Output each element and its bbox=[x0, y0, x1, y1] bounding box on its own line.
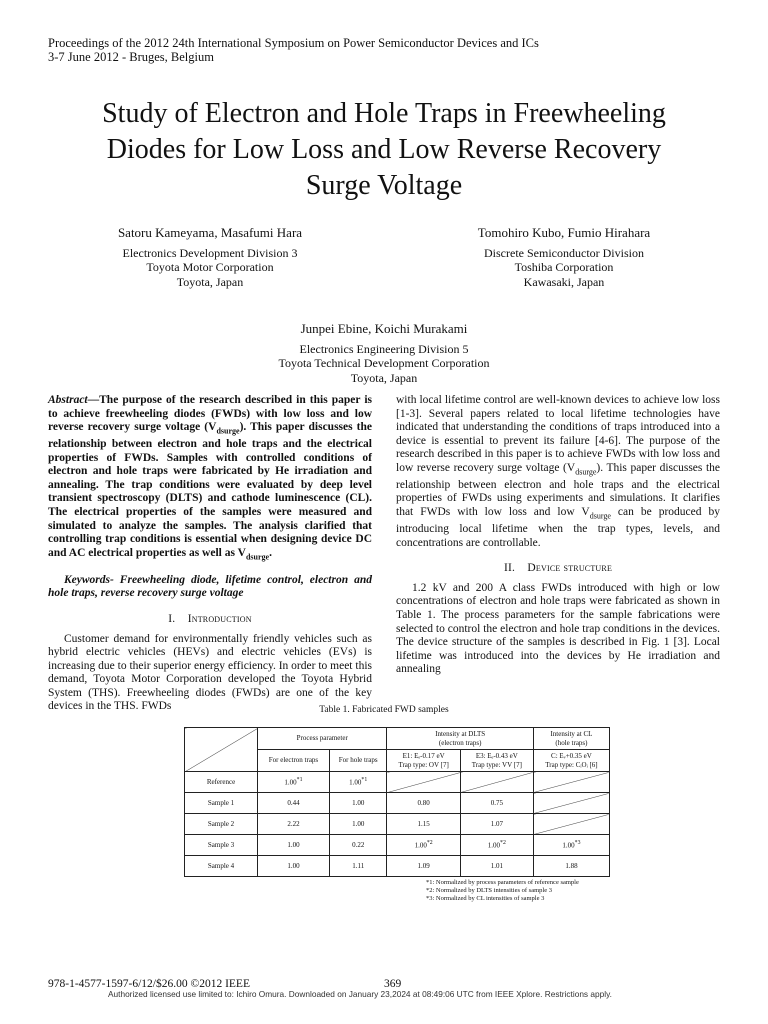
subscript: dsurge bbox=[216, 426, 240, 436]
isbn-copyright: 978-1-4577-1597-6/12/$26.00 ©2012 IEEE bbox=[48, 978, 250, 990]
table-cell bbox=[533, 835, 609, 856]
abstract-label: Abstract bbox=[48, 394, 88, 406]
table-cell: 1.11 bbox=[329, 856, 387, 877]
left-column bbox=[48, 394, 372, 714]
table-group-header bbox=[387, 728, 533, 750]
author-block-2 bbox=[414, 226, 714, 289]
table-cell: 0.22 bbox=[329, 835, 387, 856]
footnote-mark: *1 bbox=[296, 777, 303, 784]
table-cell: 1.00 bbox=[329, 814, 387, 835]
conference-name: Proceedings of the 2012 24th International Symposium on Power Semiconductor Devices and ICs bbox=[48, 36, 539, 50]
table-row bbox=[185, 793, 610, 814]
author-dept: Discrete Semiconductor Division bbox=[484, 245, 644, 260]
column-header bbox=[387, 750, 460, 772]
group-header-line: (hole traps) bbox=[555, 738, 588, 747]
empty-cell bbox=[533, 793, 609, 814]
table-cell: 1.00 bbox=[258, 835, 330, 856]
cell-value: 1.00 bbox=[414, 841, 427, 850]
table-footnotes bbox=[426, 879, 579, 903]
table-footnote: *2: Normalized by DLTS intensities of sample 3 bbox=[426, 887, 552, 894]
abstract bbox=[48, 394, 372, 564]
section-number: I. bbox=[168, 612, 176, 625]
conference-date-place: 3-7 June 2012 - Bruges, Belgium bbox=[48, 50, 214, 64]
table-cell bbox=[258, 772, 330, 793]
table-row bbox=[185, 856, 610, 877]
intro-paragraph: Customer demand for environmentally friendly vehicles such as hybrid electric vehicles (HEVs) and electric vehicles (EVs) is increasing due to their superior energy efficiency. In order to meet this demand, Toyota Motor Corporation developed the Toyota Hybrid System (THS). Freewheeling diodes (FWDs) are one of the key devices in the THS. FWDs bbox=[48, 632, 372, 713]
subscript: dsurge bbox=[589, 511, 611, 521]
author-names: Junpei Ebine, Koichi Murakami bbox=[300, 321, 468, 336]
section-heading-introduction bbox=[48, 613, 372, 627]
column-header: For hole traps bbox=[329, 750, 387, 772]
row-label: Sample 4 bbox=[185, 856, 258, 877]
table-cell: 1.00 bbox=[329, 793, 387, 814]
author-block-3 bbox=[184, 322, 584, 385]
author-org: Toyota Technical Development Corporation bbox=[278, 356, 490, 370]
page-number: 369 bbox=[384, 978, 402, 990]
row-label: Sample 2 bbox=[185, 814, 258, 835]
table-row bbox=[185, 835, 610, 856]
table-cell bbox=[387, 835, 460, 856]
group-header-line: Intensity at CL bbox=[550, 729, 593, 738]
author-location: Toyota, Japan bbox=[176, 274, 244, 289]
table-group-header bbox=[533, 728, 609, 750]
table-group-header: Process parameter bbox=[258, 728, 387, 750]
row-label: Reference bbox=[185, 772, 258, 793]
cell-value: 1.00 bbox=[284, 778, 297, 787]
author-location: Toyota, Japan bbox=[350, 370, 418, 385]
column-header-line: Trap type: OV [7] bbox=[398, 760, 449, 769]
title-line: Diodes for Low Loss and Low Reverse Recovery bbox=[106, 134, 662, 165]
column-header-line: Trap type: CᵢOᵢ [6] bbox=[545, 760, 598, 769]
author-block-1 bbox=[60, 226, 360, 289]
author-org: Toyota Motor Corporation bbox=[146, 260, 274, 274]
author-dept: Electronics Development Division 3 bbox=[122, 245, 298, 260]
subscript: dsurge bbox=[245, 552, 270, 562]
group-header-line: Intensity at DLTS bbox=[435, 729, 486, 738]
table-row bbox=[185, 814, 610, 835]
table-cell bbox=[460, 835, 533, 856]
table-cell: 1.00 bbox=[258, 856, 330, 877]
footnote-mark: *3 bbox=[574, 840, 581, 847]
keywords: Keywords- Freewheeling diode, lifetime control, electron and hole traps, reverse recovery surge voltage bbox=[48, 573, 372, 600]
row-label: Sample 1 bbox=[185, 793, 258, 814]
group-header-line: (electron traps) bbox=[438, 738, 482, 747]
empty-cell bbox=[533, 772, 609, 793]
abstract-text: ). This paper discusses the relationship between electron and hole traps and the electrical properties of FWDs. Samples with controlled conditions of electron and hole traps were fabricated by He irradiation and annealing. The trap conditions were evaluated by deep level transient spectroscopy (DLTS) and cathode luminescence (CL). The electrical properties of the samples were measured and simulated to analyze the samples. The analysis clarified that controlling trap conditions is essential when designing device DC and AC electrical properties as well as V bbox=[48, 421, 372, 559]
table-row bbox=[185, 772, 610, 793]
table-cell bbox=[329, 772, 387, 793]
body-text: can be produced by introducing local lifetime when the trap types, levels, and concentrations are controllable. bbox=[396, 506, 720, 549]
author-names: Satoru Kameyama, Masafumi Hara bbox=[117, 225, 303, 240]
column-header bbox=[533, 750, 609, 772]
cell-value: 1.00 bbox=[349, 778, 362, 787]
table-cell: 1.07 bbox=[460, 814, 533, 835]
author-location: Kawasaki, Japan bbox=[523, 274, 605, 289]
subscript: dsurge bbox=[575, 467, 597, 477]
conference-header bbox=[48, 36, 539, 64]
body-text: ). This paper discusses the relationship between electron and hole traps and the electrical properties of FWDs using experiments and simulations. It clarifies that FWDs with low loss and low V bbox=[396, 461, 720, 519]
row-label: Sample 3 bbox=[185, 835, 258, 856]
author-names: Tomohiro Kubo, Fumio Hirahara bbox=[477, 225, 651, 240]
author-dept: Electronics Engineering Division 5 bbox=[299, 341, 469, 356]
column-header-line: C: Eᵥ+0.35 eV bbox=[551, 751, 592, 760]
table-footnote: *3: Normalized by CL intensities of sample 3 bbox=[426, 895, 545, 902]
cell-value: 1.00 bbox=[562, 841, 575, 850]
table-caption: Table 1. Fabricated FWD samples bbox=[319, 705, 449, 715]
empty-cell bbox=[533, 814, 609, 835]
table-cell: 1.88 bbox=[533, 856, 609, 877]
abstract-text: . bbox=[269, 546, 272, 559]
title-line: Surge Voltage bbox=[305, 170, 463, 201]
empty-cell bbox=[387, 772, 460, 793]
table-cell: 0.75 bbox=[460, 793, 533, 814]
column-header-line: E3: Eₑ-0.43 eV bbox=[475, 751, 518, 760]
column-header: For electron traps bbox=[258, 750, 330, 772]
table-cell: 0.80 bbox=[387, 793, 460, 814]
section-title: Device structure bbox=[527, 562, 613, 575]
body-paragraph bbox=[396, 394, 720, 550]
title-line: Study of Electron and Hole Traps in Freewheeling bbox=[102, 98, 666, 129]
table-cell: 1.09 bbox=[387, 856, 460, 877]
table-corner-cell bbox=[185, 728, 258, 772]
paper-title bbox=[40, 96, 728, 204]
table-footnote: *1: Normalized by process parameters of reference sample bbox=[426, 879, 579, 886]
column-header-line: E1: Eₑ-0.17 eV bbox=[402, 751, 445, 760]
table-cell: 1.01 bbox=[460, 856, 533, 877]
footnote-mark: *1 bbox=[361, 777, 368, 784]
footnote-mark: *2 bbox=[500, 840, 506, 847]
table-cell: 2.22 bbox=[258, 814, 330, 835]
empty-cell bbox=[460, 772, 533, 793]
table-cell: 0.44 bbox=[258, 793, 330, 814]
table-cell: 1.15 bbox=[387, 814, 460, 835]
cell-value: 1.00 bbox=[487, 841, 501, 850]
section-heading-device-structure bbox=[396, 562, 720, 576]
body-paragraph: 1.2 kV and 200 A class FWDs introduced with high or low concentrations of electron and hole traps were fabricated as shown in Table 1. The process parameters for the sample fabrications were selected to control the electron and hole trap conditions in the devices. The device structure of the samples is described in Fig. 1 [3]. Local lifetime was introduced into the devices by He irradiation and annealing bbox=[396, 581, 720, 676]
column-header-line: Trap type: VV [7] bbox=[471, 760, 522, 769]
column-header bbox=[460, 750, 533, 772]
license-notice: Authorized licensed use limited to: Ichiro Omura. Downloaded on January 23,2024 at 08:49:06 UTC from IEEE Xplore. Restrictions apply. bbox=[108, 989, 612, 999]
author-org: Toshiba Corporation bbox=[514, 260, 614, 274]
right-column bbox=[396, 394, 720, 677]
footnote-mark: *2 bbox=[426, 840, 433, 847]
section-title: Introduction bbox=[187, 612, 252, 625]
body-text: with local lifetime control are well-known devices to achieve low loss [1-3]. Several papers related to local lifetime technologies have indicated that understanding the conditions of traps introduced into a device is essential to prevent its failure [4-6]. The purpose of the research described in this paper is to achieve FWDs with low loss and low reverse recovery surge voltage (V bbox=[396, 394, 720, 474]
section-number: II. bbox=[503, 562, 516, 575]
fwd-samples-table bbox=[184, 727, 610, 877]
abstract-text: —The purpose of the research described in this paper is to achieve freewheeling diodes (FWDs) with low loss and low reverse recovery surge voltage (V bbox=[48, 394, 372, 434]
